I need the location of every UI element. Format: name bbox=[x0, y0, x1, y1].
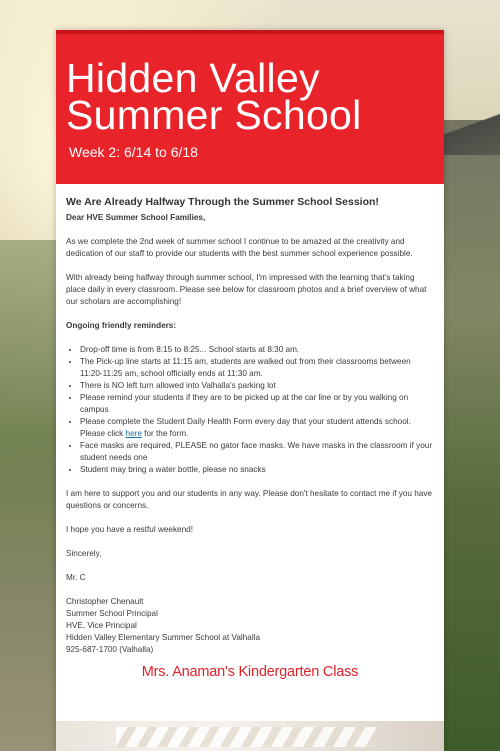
background-house bbox=[444, 95, 500, 155]
closing: Sincerely, bbox=[66, 549, 102, 558]
newsletter-subtitle: Week 2: 6/14 to 6/18 bbox=[69, 144, 198, 160]
signature-line: HVE, Vice Principal bbox=[66, 621, 137, 630]
newsletter-body bbox=[56, 184, 444, 678]
reminder-item: • Drop-off time is from 8:15 to 8:25... School starts at 8:30 am. bbox=[80, 344, 434, 356]
signature-line: 925-687-1700 (Valhalla) bbox=[66, 645, 154, 654]
paragraph-3: I am here to support you and our students in any way. Please don't hesitate to contact me if you have questions or concerns. bbox=[66, 489, 432, 510]
health-form-link[interactable]: here bbox=[125, 429, 142, 438]
signature-block bbox=[66, 596, 434, 656]
newsletter-title: Hidden Valley Summer School bbox=[66, 55, 362, 138]
reminder-text-suffix: for the form. bbox=[141, 429, 189, 438]
newsletter-card bbox=[56, 30, 444, 751]
paragraph-2: With already being halfway through summer school, I'm impressed with the learning that's taking place daily in every classroom. Please see below for classroom photos and a brief overview of what our scholars are accomplishing! bbox=[66, 273, 427, 306]
section-heading: We Are Already Halfway Through the Summer School Session! bbox=[66, 196, 379, 208]
signature-line: Hidden Valley Elementary Summer School at Valhalla bbox=[66, 633, 261, 642]
paragraph-4: I hope you have a restful weekend! bbox=[66, 525, 193, 534]
reminder-item: • Please remind your students if they are to be picked up at the car line or by you walking on campus bbox=[80, 392, 434, 416]
background-garden-left bbox=[0, 240, 60, 751]
class-section-title: Mrs. Anaman's Kindergarten Class bbox=[141, 664, 359, 680]
reminders-title: Ongoing friendly reminders: bbox=[66, 321, 177, 330]
reminder-item: • There is NO left turn allowed into Valhalla's parking lot bbox=[80, 380, 434, 392]
reminder-item: • The Pick-up line starts at 11:15 am, students are walked out from their classrooms between 11:20-11:25 am, school officially ends at 11:30 am. bbox=[80, 356, 434, 380]
background-garden-right bbox=[440, 120, 500, 751]
class-photo bbox=[56, 721, 444, 751]
reminder-item-health-form bbox=[80, 416, 434, 440]
signature-line: Summer School Principal bbox=[66, 609, 158, 618]
reminder-item: • Student may bring a water bottle, please no snacks bbox=[80, 464, 434, 476]
reminder-item: • Face masks are required, PLEASE no gator face masks. We have masks in the classroom if your student needs one bbox=[80, 440, 434, 464]
reminders-list bbox=[66, 344, 434, 476]
reminder-text: Please complete the Student Daily Health Form every day that your student attends school. Please click bbox=[80, 417, 411, 438]
initials: Mr. C bbox=[66, 573, 86, 582]
newsletter-header bbox=[56, 34, 444, 184]
paragraph-1: As we complete the 2nd week of summer school I continue to be amazed at the creativity and dedication of our staff to provide our students with the best summer school experience possible. bbox=[66, 237, 413, 258]
signature-line: Christopher Chenault bbox=[66, 597, 144, 606]
greeting: Dear HVE Summer School Families, bbox=[66, 213, 206, 222]
